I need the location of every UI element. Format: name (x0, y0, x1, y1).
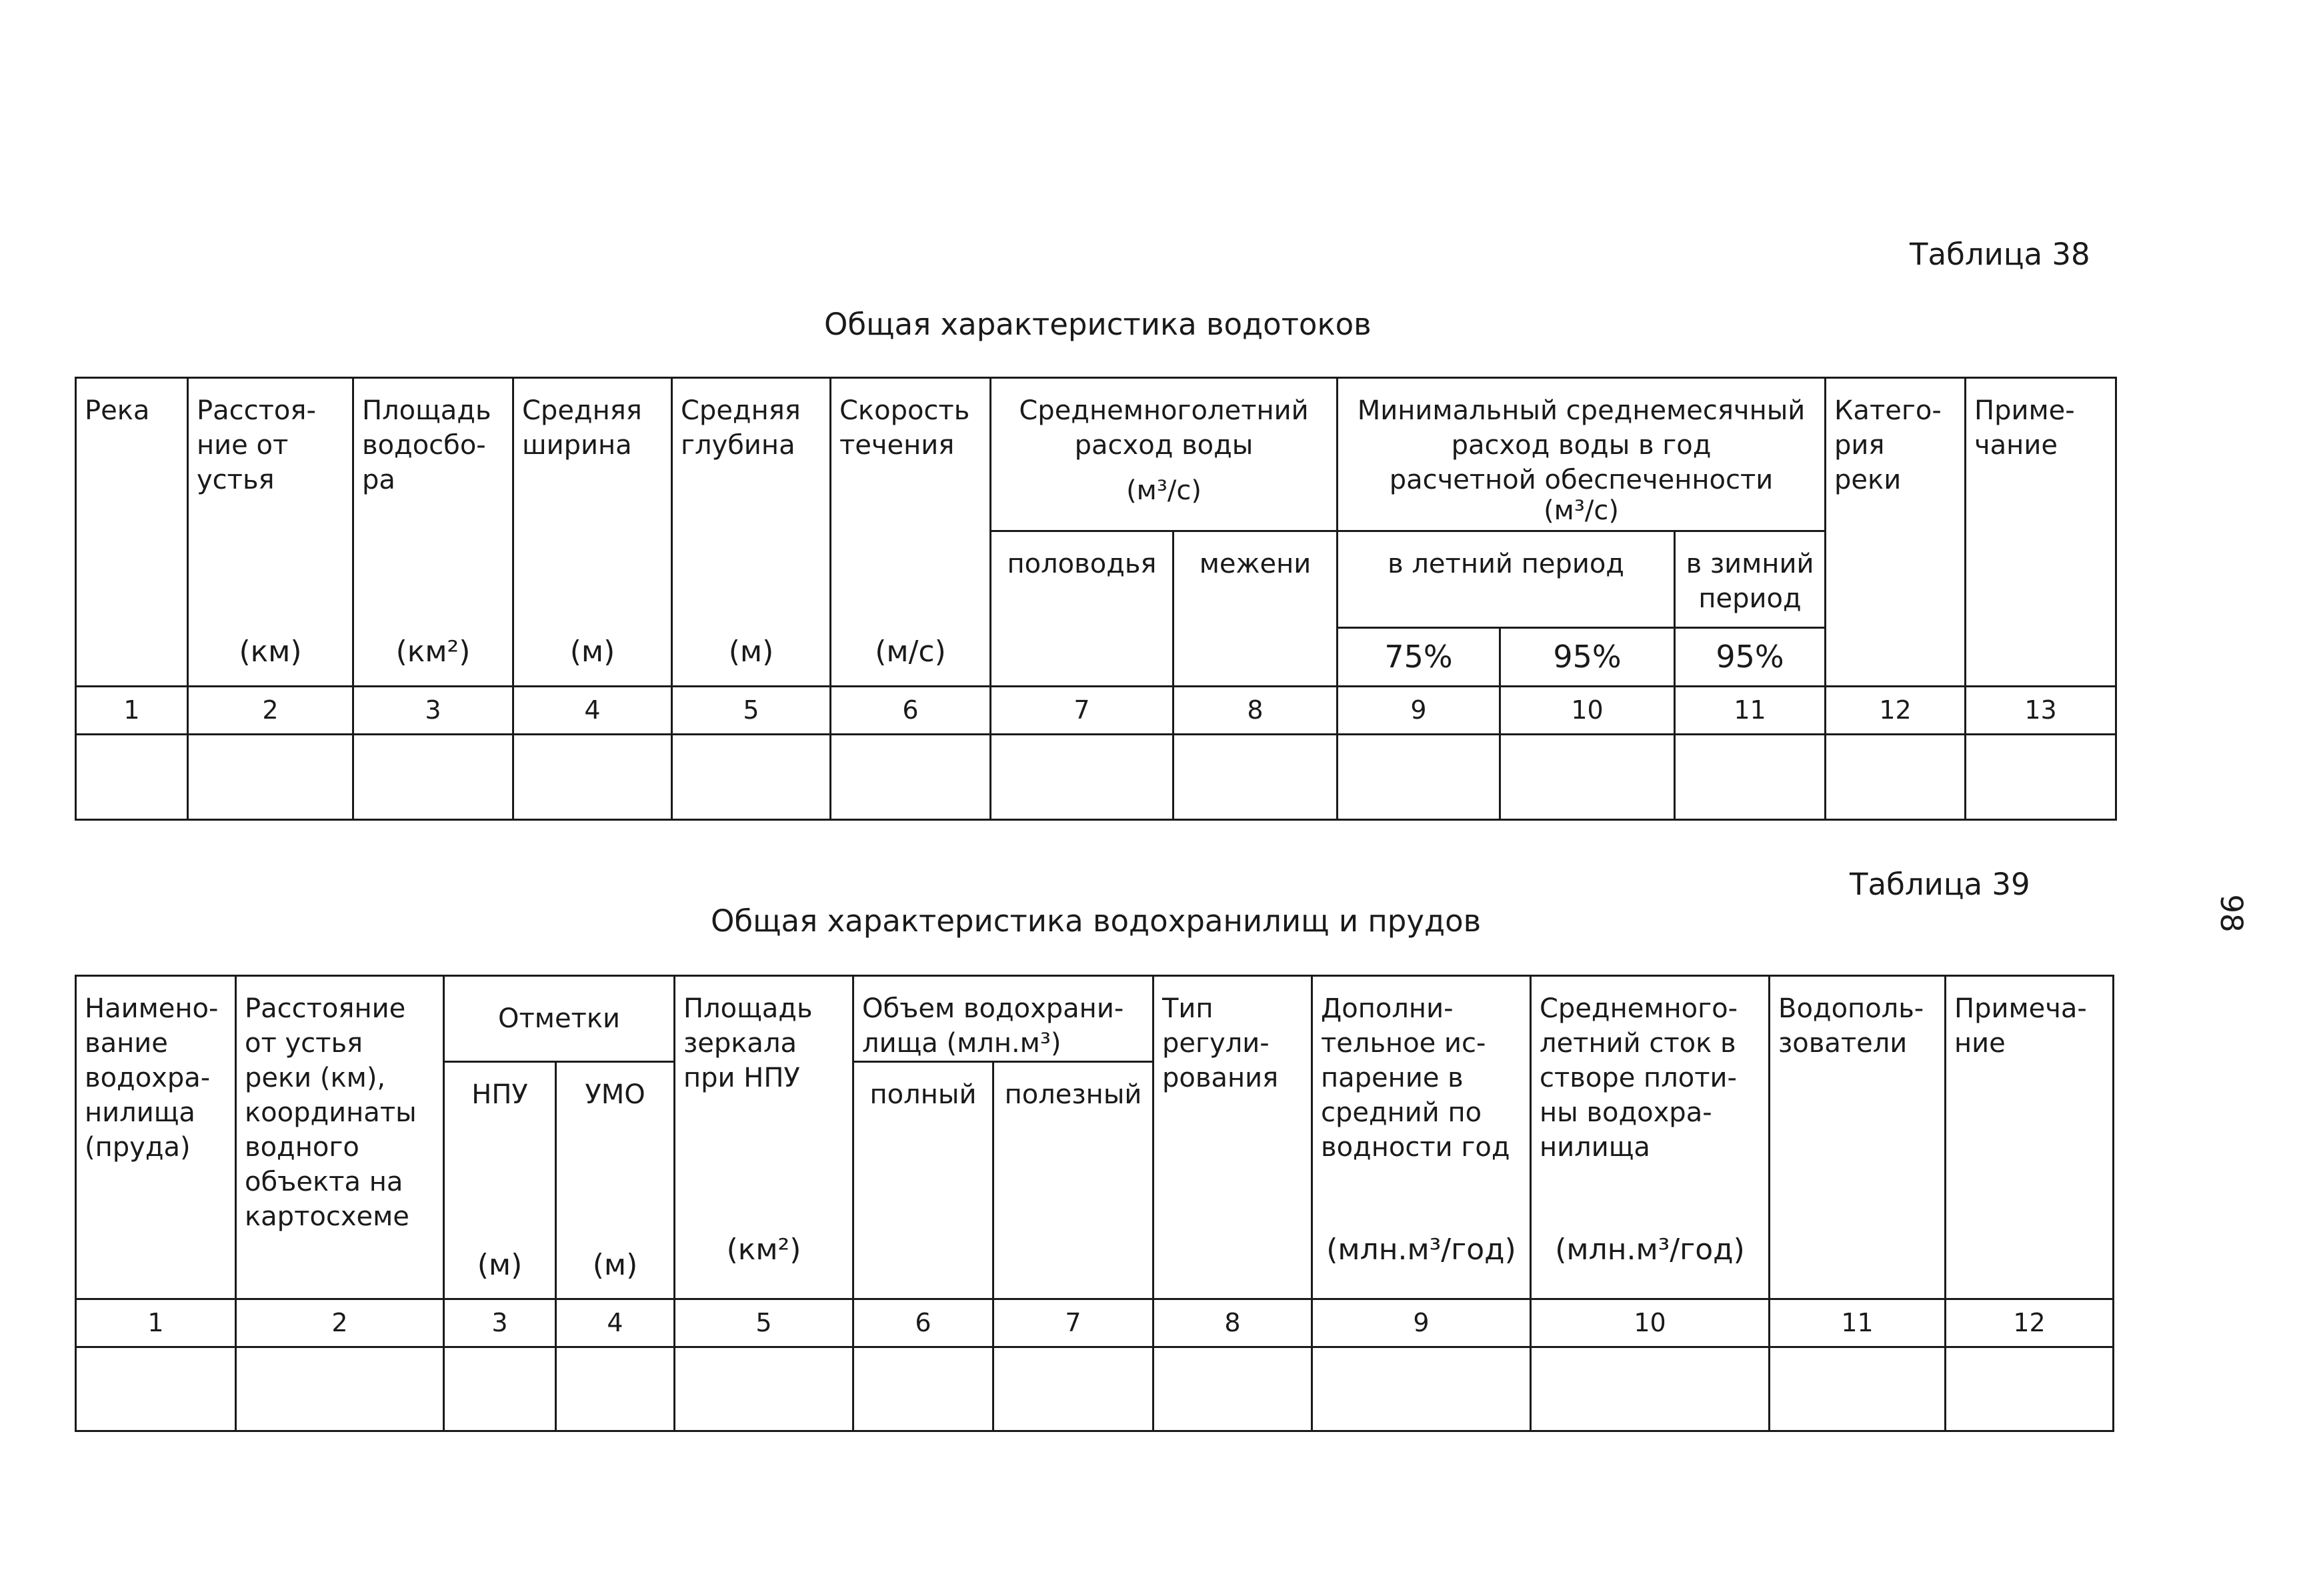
table-cell (1531, 1347, 1770, 1431)
column-number: 4 (513, 687, 672, 735)
header-primechanie: Приме- чание (1966, 378, 2116, 687)
column-number: 11 (1770, 1299, 1946, 1347)
table-cell (188, 735, 353, 820)
table-38 (75, 377, 2117, 821)
column-number: 7 (993, 1299, 1153, 1347)
header-zimniy: в зимний период (1675, 531, 1826, 628)
table-39 (75, 975, 2114, 1432)
table-cell (672, 735, 831, 820)
empty-data-row (76, 735, 2116, 820)
table-cell (993, 1347, 1153, 1431)
header-letniy: в летний период (1338, 531, 1675, 628)
column-number: 1 (76, 1299, 236, 1347)
header-p95-winter: 95% (1675, 628, 1826, 687)
table-cell (1675, 735, 1826, 820)
header-mezheni: межени (1174, 531, 1338, 687)
table-cell (1174, 735, 1338, 820)
empty-data-row (76, 1347, 2114, 1431)
column-number: 3 (353, 687, 513, 735)
table-cell (353, 735, 513, 820)
column-number: 2 (188, 687, 353, 735)
header-polovodya: половодья (991, 531, 1174, 687)
header-rashod: Среднемноголетний расход воды (м³/с) (991, 378, 1338, 531)
header-stok: Среднемного- летний сток в створе плоти- ны водохра- нилища (млн.м³/год) (1531, 976, 1770, 1299)
header-umo: УМО (м) (556, 1062, 675, 1299)
column-number: 2 (236, 1299, 444, 1347)
page-number: 98 (2214, 894, 2250, 933)
column-number: 13 (1966, 687, 2116, 735)
column-number: 10 (1500, 687, 1675, 735)
header-primechanie: Примеча- ние (1946, 976, 2114, 1299)
table-cell (236, 1347, 444, 1431)
column-number: 8 (1153, 1299, 1312, 1347)
table-cell (1770, 1347, 1946, 1431)
column-number: 4 (556, 1299, 675, 1347)
header-p75: 75% (1338, 628, 1500, 687)
table-cell (991, 735, 1174, 820)
table-cell (444, 1347, 556, 1431)
column-number: 10 (1531, 1299, 1770, 1347)
header-naimenovanie: Наимено- вание водохра- нилища (пруда) (76, 976, 236, 1299)
header-minimal: Минимальный среднемесячный расход воды в год расчетной обеспеченности (м³/с) (1338, 378, 1826, 531)
column-number: 6 (853, 1299, 993, 1347)
column-number: 9 (1312, 1299, 1531, 1347)
column-number: 11 (1675, 687, 1826, 735)
column-number: 5 (675, 1299, 853, 1347)
table-cell (1338, 735, 1500, 820)
header-kategoriya: Катего- рия реки (1826, 378, 1966, 687)
table-cell (675, 1347, 853, 1431)
header-vodopolzovateli: Водополь- зователи (1770, 976, 1946, 1299)
table-cell (1500, 735, 1675, 820)
column-number: 6 (831, 687, 991, 735)
table-38-title: Общая характеристика водотоков (824, 307, 1372, 342)
table-cell (1153, 1347, 1312, 1431)
header-dop-isparenie: Дополни- тельное ис- парение в средний по водности год (млн.м³/год) (1312, 976, 1531, 1299)
table-cell (853, 1347, 993, 1431)
header-tip: Тип регули- рования (1153, 976, 1312, 1299)
header-skorost: Скорость течения (м/с) (831, 378, 991, 687)
table-cell (76, 1347, 236, 1431)
header-glubina: Средняя глубина (м) (672, 378, 831, 687)
table-39-title: Общая характеристика водохранилищ и прудов (711, 903, 1482, 939)
header-shirina: Средняя ширина (м) (513, 378, 672, 687)
column-number: 8 (1174, 687, 1338, 735)
table-cell (1966, 735, 2116, 820)
header-p95-summer: 95% (1500, 628, 1675, 687)
table-cell (1826, 735, 1966, 820)
header-npu: НПУ (м) (444, 1062, 556, 1299)
column-number-row (76, 687, 2116, 735)
header-polny: полный (853, 1062, 993, 1299)
header-rasstoyanie: Расстояние от устья реки (км), координаты водного объекта на картосхеме (236, 976, 444, 1299)
header-ploshad: Площадь водосбо- ра (км²) (353, 378, 513, 687)
header-rasstoyanie: Расстоя- ние от устья (км) (188, 378, 353, 687)
table-cell (556, 1347, 675, 1431)
table-cell (1946, 1347, 2114, 1431)
table-cell (831, 735, 991, 820)
table-38-label: Таблица 38 (1910, 237, 2090, 272)
column-number: 12 (1946, 1299, 2114, 1347)
column-number: 7 (991, 687, 1174, 735)
header-reka: Река (76, 378, 188, 687)
table-cell (76, 735, 188, 820)
column-number: 3 (444, 1299, 556, 1347)
table-cell (1312, 1347, 1531, 1431)
header-polezny: полезный (993, 1062, 1153, 1299)
column-number: 1 (76, 687, 188, 735)
column-number: 9 (1338, 687, 1500, 735)
header-ploshad: Площадь зеркала при НПУ (км²) (675, 976, 853, 1299)
table-cell (513, 735, 672, 820)
column-number: 5 (672, 687, 831, 735)
column-number-row (76, 1299, 2114, 1347)
table-39-label: Таблица 39 (1850, 867, 2030, 902)
header-obem: Объем водохрани- лища (млн.м³) (853, 976, 1153, 1062)
header-otmetki: Отметки (444, 976, 675, 1062)
column-number: 12 (1826, 687, 1966, 735)
